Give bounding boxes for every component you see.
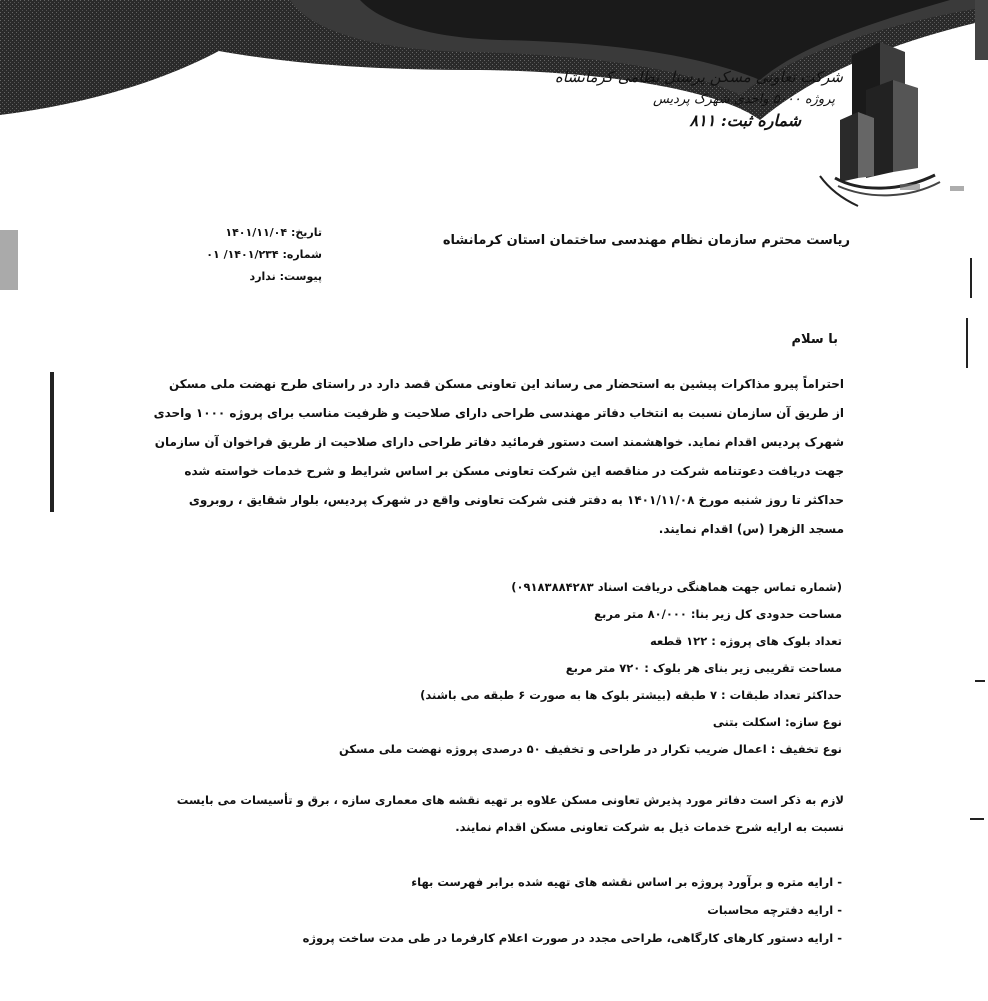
scan-artifact bbox=[970, 818, 984, 820]
body-line: جهت دریافت دعوتنامه شرکت در مناقصه این شرکت تعاونی مسکن بر اساس شرایط و شرح خدمات خواسته شده bbox=[184, 464, 844, 478]
spec-item: حداکثر تعداد طبقات : ۷ طبقه (بیشتر بلوک ها به صورت ۶ طبقه می باشند) bbox=[420, 688, 842, 702]
project-specs bbox=[339, 574, 842, 763]
service-item: - ارایه دفترچه محاسبات bbox=[707, 903, 842, 917]
requirements-paragraph bbox=[120, 787, 844, 841]
body-line: از طریق آن سازمان نسبت به انتخاب دفاتر مهندسی طراحی دارای صلاحیت و ظرفیت مناسب برای پروژه ۱۰۰۰ واحدی bbox=[153, 406, 844, 420]
spec-item: تعداد بلوک های پروژه : ۱۲۲ قطعه bbox=[649, 634, 842, 648]
letterhead-text bbox=[554, 68, 843, 176]
scan-artifact bbox=[975, 680, 985, 682]
scan-artifact bbox=[0, 230, 18, 290]
services-list bbox=[303, 868, 842, 952]
service-item: - ارایه دستور کارهای کارگاهی، طراحی مجدد در صورت اعلام کارفرما در طی مدت ساخت پروژه bbox=[302, 931, 842, 945]
service-item: - ارایه متره و برآورد پروژه بر اساس نقشه های تهیه شده برابر فهرست بهاء bbox=[411, 875, 842, 889]
body-line: شهرک پردیس اقدام نماید. خواهشمند است دستور فرمائید دفاتر طراحی دارای صلاحیت از طریق فراخوان آن سازمان bbox=[154, 435, 844, 449]
letter-attachment: پیوست: ندارد bbox=[249, 270, 322, 283]
spec-item: نوع سازه: اسکلت بتنی bbox=[712, 715, 842, 729]
body-line: احتراماً پیرو مذاکرات پیشین به استحضار می رساند این تعاونی مسکن قصد دارد در راستای طرح نهضت ملی مسکن bbox=[168, 377, 844, 391]
spec-item: نوع تخفیف : اعمال ضریب تکرار در طراحی و تخفیف ۵۰ درصدی پروژه نهضت ملی مسکن bbox=[338, 742, 842, 756]
requirements-line: نسبت به ارایه شرح خدمات ذیل به شرکت تعاونی مسکن اقدام نمایند. bbox=[455, 820, 844, 834]
company-name: شرکت تعاونی مسکن پرسنل نظامی کرمانشاه bbox=[554, 68, 843, 86]
spec-item: مساحت حدودی کل زیر بنا: ۸۰/۰۰۰ متر مربع bbox=[594, 607, 842, 621]
body-line: حداکثر تا روز شنبه مورخ ۱۴۰۱/۱۱/۰۸ به دفتر فنی شرکت تعاونی واقع در شهرک پردیس، بلوار شقایق ، روبروی bbox=[188, 493, 844, 507]
scan-artifact bbox=[966, 318, 968, 368]
letter-date: تاریخ: ۱۴۰۱/۱۱/۰۴ bbox=[225, 226, 322, 239]
scan-artifact bbox=[970, 258, 972, 298]
project-name: پروژه ۵۰۰۰ واحدی شهرک پردیس bbox=[652, 92, 835, 107]
salutation: با سلام bbox=[791, 332, 838, 347]
contact-line: (شماره تماس جهت هماهنگی دریافت اسناد ۰۹۱۸۳۸۸۴۲۸۳) bbox=[511, 580, 842, 594]
letter-meta bbox=[122, 222, 322, 288]
spec-item: مساحت تقریبی زیر بنای هر بلوک : ۷۲۰ متر مربع bbox=[565, 661, 842, 675]
letter-body bbox=[120, 370, 844, 544]
requirements-line: لازم به ذکر است دفاتر مورد پذیرش تعاونی مسکن علاوه بر تهیه نقشه های معماری سازه ، برق و تأسیسات می بایست bbox=[176, 793, 844, 807]
letter-number: شماره: ۱۴۰۱/۲۳۴/ ۰۱ bbox=[206, 248, 322, 261]
body-line: مسجد الزهرا (س) اقدام نمایند. bbox=[658, 522, 844, 536]
scan-artifact bbox=[50, 372, 54, 512]
registration-number: شماره ثبت: ۸۱۱ bbox=[689, 111, 801, 130]
recipient-line: ریاست محترم سازمان نظام مهندسی ساختمان استان کرمانشاه bbox=[442, 233, 850, 248]
